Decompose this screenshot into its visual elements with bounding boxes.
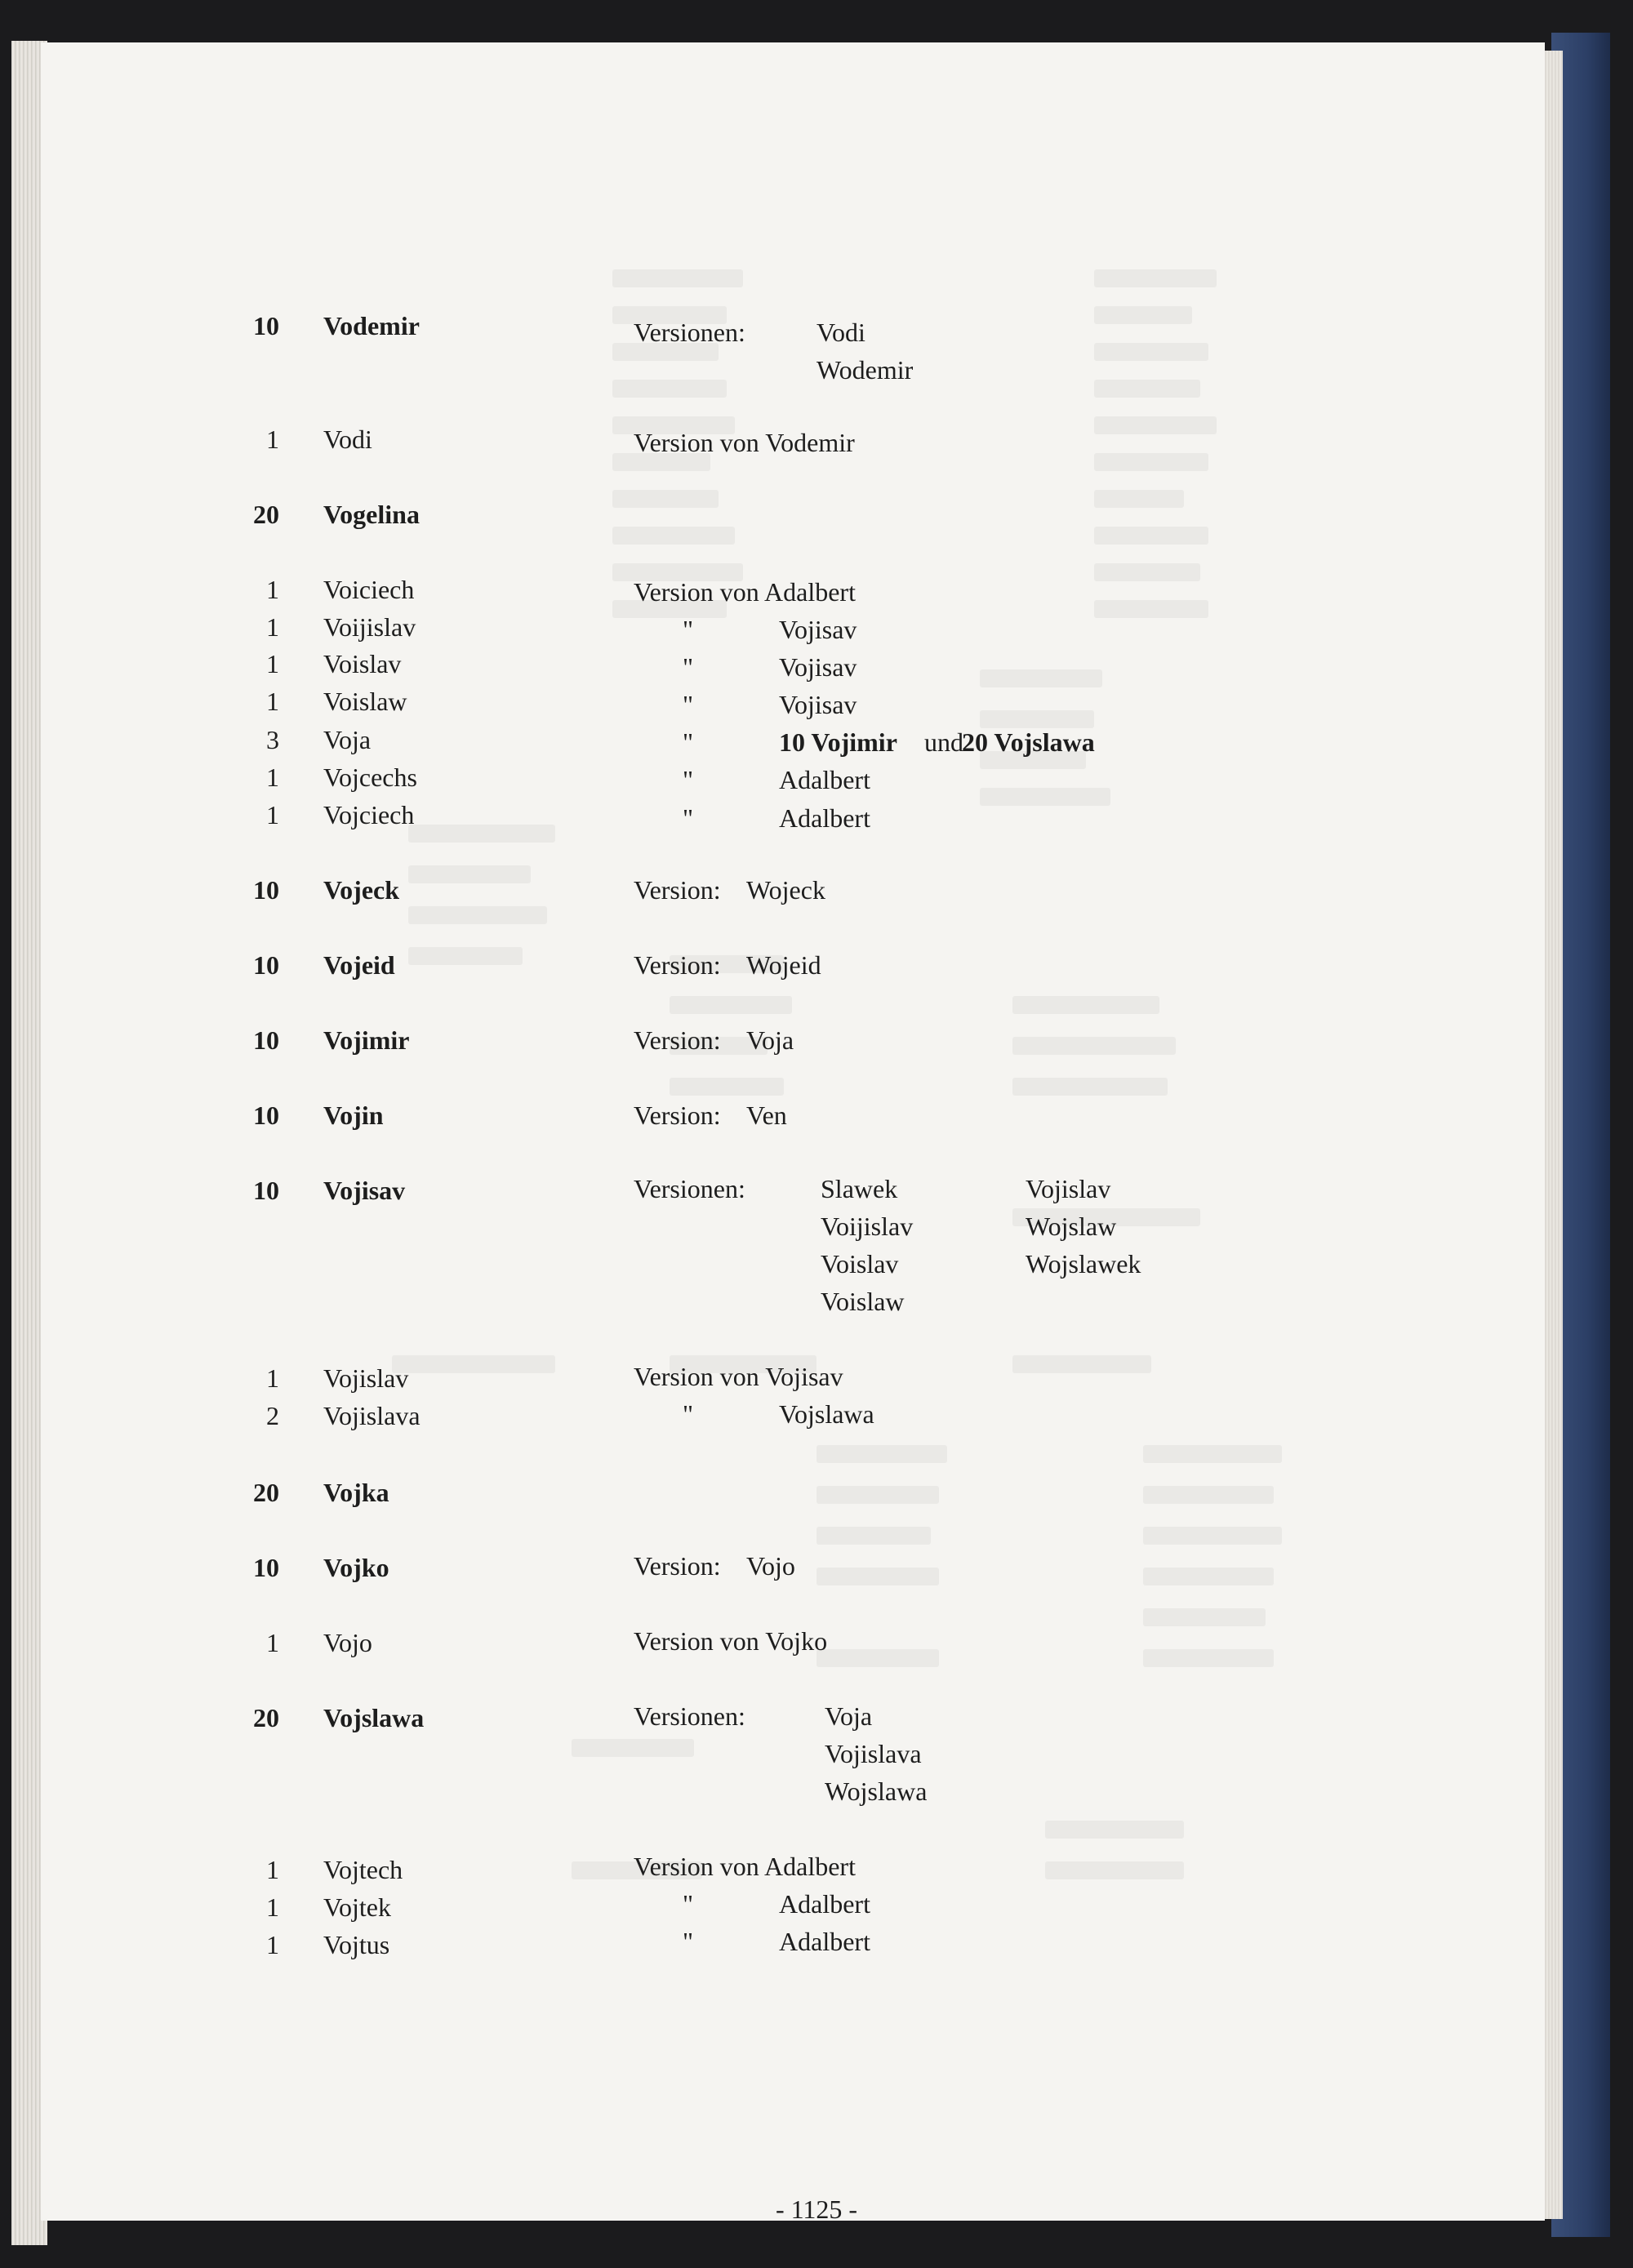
ghost-text-block — [980, 788, 1110, 806]
entry-name: Vojka — [323, 1478, 389, 1507]
entry-name: Vojeck — [323, 875, 400, 905]
entry-count: 1 — [266, 1855, 279, 1884]
ghost-text-block — [408, 865, 531, 883]
ghost-text-block — [1094, 343, 1208, 361]
entry-count: 10 — [253, 875, 279, 905]
ghost-text-block — [612, 269, 743, 287]
entry-count: 1 — [266, 1363, 279, 1393]
ghost-text-block — [408, 947, 523, 965]
version-name: Voja — [746, 1025, 794, 1055]
version-label: Versionen: — [634, 1701, 745, 1731]
version-name: Wodemir — [816, 355, 914, 385]
ghost-text-block — [1094, 380, 1200, 398]
entry-count: 10 — [253, 1176, 279, 1205]
entry-name: Vojo — [323, 1628, 372, 1657]
ghost-text-block — [1094, 453, 1208, 471]
version-label: Versionen: — [634, 1174, 745, 1203]
ghost-text-block — [1045, 1821, 1184, 1839]
version-label: Version: — [634, 1025, 721, 1055]
ghost-text-block — [1094, 563, 1200, 581]
ghost-text-block — [1143, 1445, 1282, 1463]
page-number: - 1125 - — [775, 2195, 858, 2224]
entry-count: 1 — [266, 687, 279, 716]
ghost-text-block — [816, 1568, 939, 1585]
ghost-text-block — [816, 1649, 939, 1667]
version-name-col2: Wojslawek — [1026, 1249, 1141, 1279]
version-name: Wojeid — [746, 950, 821, 980]
version-label: Version von Vojko — [634, 1626, 828, 1656]
ghost-text-block — [1094, 527, 1208, 545]
ditto-mark: " — [683, 1399, 694, 1429]
entry-name: Voiciech — [323, 575, 415, 604]
ditto-mark: " — [683, 803, 694, 833]
version-label: Version von Adalbert — [634, 1852, 856, 1881]
entry-name: Voja — [323, 725, 372, 754]
version-name-col2: Vojislav — [1026, 1174, 1111, 1203]
version-name: Vojisav — [779, 690, 857, 719]
version-name: 10 Vojimir — [779, 727, 897, 757]
entry-count: 20 — [253, 1703, 279, 1732]
entry-name: Vogelina — [323, 500, 420, 529]
ghost-text-block — [1143, 1486, 1274, 1504]
entry-name: Vojislav — [323, 1363, 409, 1393]
conjunction: und — [918, 727, 970, 757]
version-name: Ven — [746, 1101, 787, 1130]
version-name: Adalbert — [779, 765, 870, 794]
entry-count: 10 — [253, 1553, 279, 1582]
ghost-text-block — [1012, 1355, 1151, 1373]
entry-name: Vojislava — [323, 1401, 420, 1430]
ditto-mark: " — [683, 1927, 694, 1956]
version-name: Voja — [825, 1701, 873, 1731]
ghost-text-block — [1012, 1037, 1176, 1055]
ghost-text-block — [408, 906, 547, 924]
version-name: 20 Vojslawa — [962, 727, 1095, 757]
entry-name: Voijislav — [323, 612, 416, 642]
ghost-text-block — [980, 710, 1094, 728]
entry-name: Voislav — [323, 649, 402, 678]
entry-count: 10 — [253, 950, 279, 980]
entry-count: 2 — [266, 1401, 279, 1430]
ghost-text-block — [1143, 1608, 1266, 1626]
ditto-mark: " — [683, 765, 694, 794]
version-name: Vojislava — [825, 1739, 922, 1768]
ghost-text-block — [1143, 1568, 1274, 1585]
version-label: Version von Vodemir — [634, 428, 855, 457]
ghost-text-block — [1094, 269, 1217, 287]
version-name: Voislaw — [821, 1287, 905, 1316]
ditto-mark: " — [683, 727, 694, 757]
version-name: Adalbert — [779, 803, 870, 833]
ghost-text-block — [1094, 490, 1184, 508]
version-name: Vodi — [816, 318, 865, 347]
entry-count: 1 — [266, 612, 279, 642]
version-label: Version: — [634, 1101, 721, 1130]
entry-name: Vodemir — [323, 311, 420, 340]
entry-name: Vojslawa — [323, 1703, 425, 1732]
version-label: Version: — [634, 950, 721, 980]
entry-name: Vodi — [323, 425, 372, 454]
entry-count: 1 — [266, 425, 279, 454]
version-name: Vojo — [746, 1551, 795, 1581]
entry-name: Vojko — [323, 1553, 389, 1582]
version-name: Vojisav — [779, 615, 857, 644]
ghost-text-block — [816, 1445, 947, 1463]
ghost-text-block — [612, 380, 727, 398]
entry-count: 1 — [266, 763, 279, 792]
entry-name: Vojtech — [323, 1855, 403, 1884]
entry-count: 10 — [253, 1025, 279, 1055]
entry-count: 1 — [266, 1628, 279, 1657]
ghost-text-block — [1045, 1861, 1184, 1879]
ghost-text-block — [1094, 306, 1192, 324]
version-name: Voislav — [821, 1249, 899, 1279]
version-label: Version von Adalbert — [634, 577, 856, 607]
ghost-text-block — [816, 1486, 939, 1504]
version-label: Version: — [634, 1551, 721, 1581]
ditto-mark: " — [683, 652, 694, 682]
version-name: Voijislav — [821, 1212, 914, 1241]
version-name: Slawek — [821, 1174, 898, 1203]
entry-count: 1 — [266, 1892, 279, 1922]
entry-count: 1 — [266, 1930, 279, 1959]
ditto-mark: " — [683, 1889, 694, 1919]
version-name-col2: Wojslaw — [1026, 1212, 1117, 1241]
version-name: Vojslawa — [779, 1399, 874, 1429]
entry-name: Vojtek — [323, 1892, 391, 1922]
entry-name: Vojisav — [323, 1176, 406, 1205]
version-label: Version: — [634, 875, 721, 905]
ghost-text-block — [1143, 1649, 1274, 1667]
ghost-text-block — [572, 1739, 694, 1757]
entry-count: 20 — [253, 500, 279, 529]
version-name: Adalbert — [779, 1927, 870, 1956]
ditto-mark: " — [683, 690, 694, 719]
version-label: Versionen: — [634, 318, 745, 347]
ghost-text-block — [1012, 1078, 1168, 1096]
entry-name: Vojciech — [323, 800, 415, 829]
entry-count: 1 — [266, 649, 279, 678]
ghost-text-block — [816, 1527, 931, 1545]
ghost-text-block — [612, 527, 735, 545]
ghost-text-block — [1143, 1527, 1282, 1545]
ghost-text-block — [1094, 600, 1208, 618]
ghost-text-block — [670, 1078, 784, 1096]
version-name: Wojeck — [746, 875, 825, 905]
ghost-text-block — [980, 669, 1102, 687]
entry-count: 10 — [253, 311, 279, 340]
ghost-text-block — [612, 490, 719, 508]
version-name: Vojisav — [779, 652, 857, 682]
version-label: Version von Vojisav — [634, 1362, 843, 1391]
entry-name: Vojcechs — [323, 763, 417, 792]
entry-count: 20 — [253, 1478, 279, 1507]
ghost-text-block — [408, 825, 555, 843]
entry-name: Vojin — [323, 1101, 384, 1130]
ghost-text-block — [670, 996, 792, 1014]
ghost-text-block — [392, 1355, 555, 1373]
ditto-mark: " — [683, 615, 694, 644]
entry-count: 10 — [253, 1101, 279, 1130]
entry-name: Voislaw — [323, 687, 407, 716]
entry-name: Vojimir — [323, 1025, 410, 1055]
version-name: Wojslawa — [825, 1777, 928, 1806]
entry-count: 1 — [266, 800, 279, 829]
entry-name: Vojtus — [323, 1930, 390, 1959]
entry-name: Vojeid — [323, 950, 395, 980]
entry-count: 3 — [266, 725, 279, 754]
ghost-text-block — [1094, 416, 1217, 434]
entry-count: 1 — [266, 575, 279, 604]
ghost-text-block — [1012, 996, 1159, 1014]
version-name: Adalbert — [779, 1889, 870, 1919]
